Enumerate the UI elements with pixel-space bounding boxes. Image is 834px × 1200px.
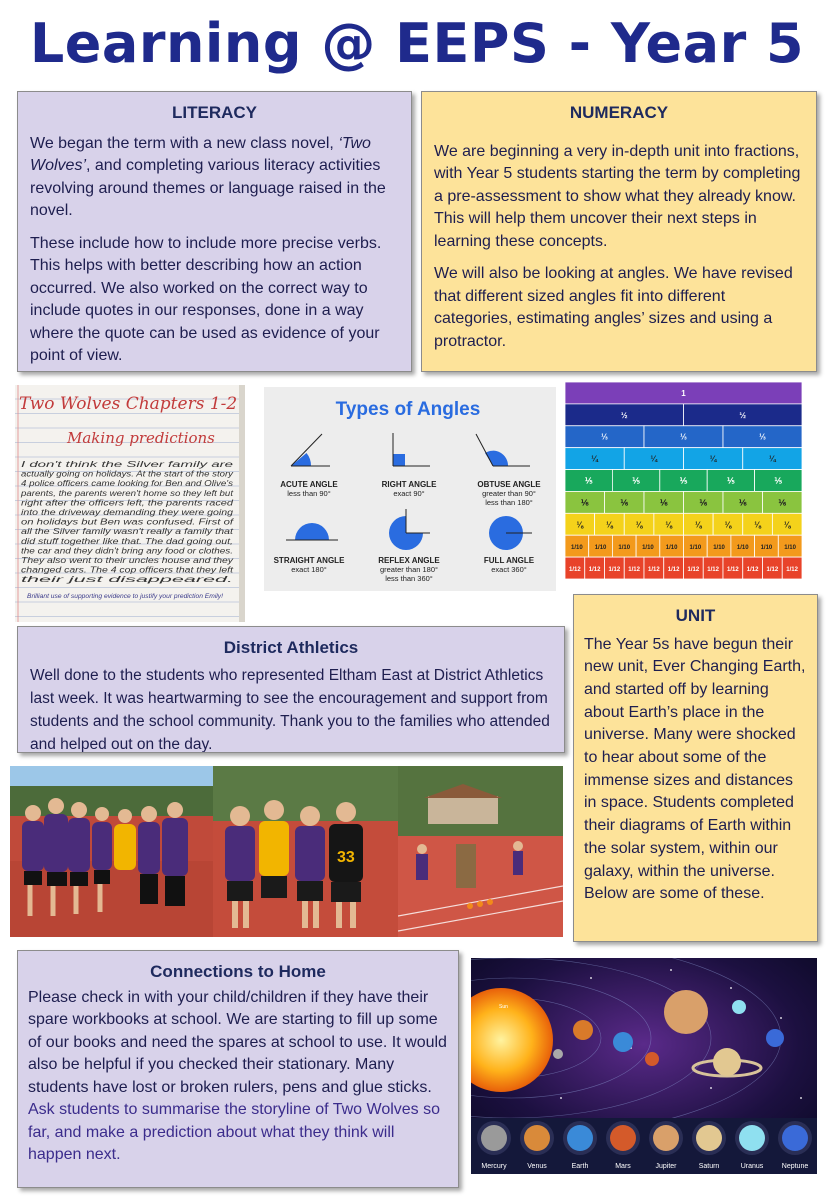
numeracy-box	[421, 91, 817, 372]
athletics-box	[17, 626, 565, 753]
fraction-label: ⅛	[665, 520, 673, 530]
literacy-paragraph-2: These include how to include more precise verbs. This helps with better describing how an action occurred. We also worked on the correct way to include quotes in our responses, done in a way where the quote can be used as evidence of your point of view.	[30, 234, 382, 364]
planet-label: Jupiter	[655, 1163, 677, 1170]
fraction-label: ½	[739, 410, 747, 420]
unit-body: The Year 5s have begun their new unit, Ever Changing Earth, and started off by learning about Earth’s place in the universe. Many were shocked to hear about some of the immense sizes and distances in space. Students completed their diagrams of Earth within the solar system, within our galaxy, within the universe. Below are some of these.	[584, 635, 806, 903]
angle-name: STRAIGHT ANGLE	[273, 556, 345, 565]
acute-angle-icon	[291, 434, 330, 466]
handwriting-line: parents, the parents weren't home so they left but	[19, 488, 234, 498]
fraction-label: ⅙	[659, 498, 668, 508]
literacy-text: , and completing various literacy activities revolving around themes or language raised in the novel.	[30, 157, 386, 219]
fraction-label: 1/12	[727, 567, 739, 574]
athletics-photo-2	[213, 766, 398, 937]
athletics-photo-1	[10, 766, 213, 937]
fraction-label: ⅕	[632, 476, 640, 486]
angle-name: RIGHT ANGLE	[381, 480, 437, 489]
fraction-label: ⅛	[694, 520, 702, 530]
planet-icon	[696, 1125, 722, 1151]
straight-angle-icon	[286, 523, 338, 540]
solar-system-svg	[471, 958, 817, 1174]
numeracy-paragraph-1: We are beginning a very in-depth unit into fractions, with Year 5 students starting the term by completing a pre-assessment to show what they already know. This will help them uncover their next steps in learning these concepts.	[434, 142, 801, 250]
fraction-label: ⅛	[635, 520, 643, 530]
handwriting-line: into the driveway demanding they were going	[21, 508, 234, 517]
angle-desc: exact 90°	[393, 489, 425, 498]
fraction-label: 1	[681, 388, 686, 398]
fraction-label: ⅓	[759, 432, 766, 442]
fraction-label: 1/10	[594, 545, 607, 552]
planet-icon	[567, 1125, 593, 1151]
photo-3-svg	[398, 766, 563, 937]
fraction-label: ⅓	[601, 432, 608, 442]
fraction-label: ⅕	[679, 476, 688, 486]
fraction-wall-svg	[565, 382, 802, 579]
fraction-label: ¼	[709, 454, 717, 464]
fraction-label: 1/12	[786, 567, 798, 574]
handwriting-svg	[15, 385, 245, 622]
angle-desc: less than 180°	[485, 498, 533, 507]
athletics-photo-3	[398, 766, 563, 937]
literacy-paragraph-1	[30, 133, 399, 223]
handwriting-line: did stuff together like that. The dad going out,	[21, 536, 233, 546]
literacy-text: We began the term with a new class novel,	[30, 134, 339, 152]
fraction-label: 1/12	[766, 567, 779, 574]
fraction-label: 1/12	[588, 567, 601, 574]
angles-title: Types of Angles	[335, 399, 481, 420]
fraction-label: ⅕	[584, 476, 593, 486]
planet-label: Mars	[615, 1163, 631, 1170]
fraction-label: ⅙	[778, 498, 787, 508]
fraction-label: 1/12	[648, 567, 660, 574]
angle-name: REFLEX ANGLE	[378, 556, 440, 565]
handwriting-line: actually going on holidays. At the start of the story	[21, 469, 235, 479]
handwriting-line: all the Silver family wasn't really a family that	[21, 527, 235, 537]
fraction-label: 1/10	[713, 545, 725, 552]
planet-label: Saturn	[698, 1163, 720, 1170]
angle-name: FULL ANGLE	[483, 556, 535, 565]
fraction-label: 1/10	[618, 545, 631, 552]
planet-icon	[653, 1125, 679, 1151]
planet-label: Mercury	[481, 1163, 507, 1170]
planet-label: Neptune	[781, 1163, 809, 1170]
fraction-label: ⅕	[727, 476, 735, 486]
fraction-label: ⅙	[699, 498, 708, 508]
page-title: Learning @ EEPS - Year 5	[29, 12, 805, 75]
handwriting-line: on holidays but Ben was confused. First of	[21, 517, 235, 527]
angle-name: ACUTE ANGLE	[280, 480, 338, 489]
photo-1-svg	[10, 766, 213, 937]
reflex-angle-icon	[389, 509, 430, 550]
fraction-label: 1/10	[784, 545, 796, 552]
fraction-label: ⅛	[754, 520, 761, 530]
planet-icon	[739, 1125, 765, 1151]
right-angle-icon	[393, 433, 430, 466]
fraction-label: 1/12	[746, 567, 759, 574]
fraction-label: ⅓	[680, 432, 687, 442]
planet-icon	[610, 1125, 636, 1151]
handwriting-line: their just disappeared.	[21, 575, 233, 585]
fraction-label: 1/12	[707, 567, 719, 574]
handwriting-line: They also went to their uncles house and they	[21, 556, 235, 565]
planet-label: Earth	[571, 1163, 589, 1170]
sun-label: Sun	[499, 1004, 508, 1010]
fraction-label: 1/12	[569, 567, 581, 574]
numeracy-paragraph-2: We will also be looking at angles. We have revised that different sized angles fit into different categories, estimating angles’ sizes and using a protractor.	[434, 265, 793, 350]
obtuse-angle-icon	[476, 434, 530, 466]
angle-desc: exact 180°	[291, 565, 327, 574]
fraction-label: ⅛	[606, 520, 613, 530]
fraction-label: 1/12	[667, 567, 680, 574]
fraction-label: 1/10	[571, 545, 583, 552]
svg-text:33: 33	[337, 849, 355, 866]
home-body: Please check in with your child/children if they have their spare workbooks at school. We are starting to fill up some of our books and need the spares at school to use. It would also be helpful if you checked their stationary. Many students have lost or broken rulers, pens and glue sticks.	[28, 988, 447, 1096]
angles-chart	[264, 387, 556, 591]
fraction-label: ⅙	[738, 498, 747, 508]
fraction-label: ¼	[650, 454, 658, 464]
planet-label: Uranus	[740, 1163, 764, 1170]
handwriting-subheading: Making predictions	[67, 429, 215, 447]
fraction-label: ⅛	[724, 520, 732, 530]
fraction-label: 1/10	[665, 545, 678, 552]
handwriting-lines	[20, 460, 235, 584]
angle-name: OBTUSE ANGLE	[477, 480, 541, 489]
angles-svg	[264, 387, 556, 591]
unit-heading: UNIT	[675, 606, 716, 625]
athletics-body: Well done to the students who represented Eltham East at District Athletics last week. It was heartwarming to see the encouragement and support from students and the school community. Thank you to the families who attended and helped out on the day.	[30, 666, 550, 753]
handwriting-line: the car and they didn't bring any food or clothes.	[21, 546, 234, 556]
angle-desc: greater than 180°	[379, 565, 439, 574]
novel-title: ‘Two Wolves’	[30, 134, 371, 174]
fraction-label: 1/10	[642, 545, 654, 552]
fraction-label: ⅙	[580, 498, 589, 508]
handwriting-photo	[15, 385, 245, 622]
handwriting-heading: Two Wolves Chapters 1-2	[19, 394, 238, 414]
literacy-heading: LITERACY	[172, 103, 257, 122]
handwriting-line: changed cars. The 4 cop officers that they left	[21, 565, 235, 575]
handwriting-line: 4 police officers came looking for Ben and Olive's	[21, 479, 233, 489]
fraction-label: 1/12	[628, 567, 640, 574]
fraction-label: ¼	[591, 454, 598, 464]
home-box	[17, 950, 459, 1188]
fraction-label: ½	[620, 410, 628, 420]
fraction-label: 1/12	[687, 567, 700, 574]
planet-icon	[524, 1125, 550, 1151]
fraction-wall	[565, 382, 802, 579]
planet-icon	[481, 1125, 507, 1151]
home-heading: Connections to Home	[150, 962, 326, 981]
fraction-label: 1/10	[760, 545, 773, 552]
fraction-label: ¼	[769, 454, 776, 464]
fraction-label: ⅛	[576, 520, 584, 530]
solar-system-image	[471, 958, 817, 1174]
planet-label: Venus	[527, 1163, 547, 1170]
literacy-box	[17, 91, 412, 372]
angle-desc: less than 360°	[385, 574, 433, 583]
fraction-label: ⅙	[620, 498, 629, 508]
angle-desc: less than 90°	[287, 489, 331, 498]
handwriting-line: I don't think the Silver family are	[21, 460, 235, 469]
full-angle-icon	[489, 516, 532, 550]
home-body-2: Ask students to summarise the storyline of Two Wolves so far, and make a prediction about what they think will happen next.	[28, 1101, 441, 1163]
fraction-label: 1/10	[689, 545, 702, 552]
handwriting-line: right after the officers left, the parents raced	[21, 498, 234, 508]
planet-icon	[782, 1125, 808, 1151]
athletics-heading: District Athletics	[223, 638, 359, 657]
fraction-label: 1/12	[608, 567, 621, 574]
teacher-comment: Brilliant use of supporting evidence to justify your prediction Emily!	[27, 593, 224, 600]
numeracy-heading: NUMERACY	[569, 103, 669, 122]
unit-box	[573, 594, 818, 942]
angle-desc: exact 360°	[491, 565, 527, 574]
fraction-label: ⅛	[783, 520, 791, 530]
fraction-label: 1/10	[736, 545, 749, 552]
angle-desc: greater than 90°	[482, 489, 536, 498]
photo-2-svg	[213, 766, 398, 937]
fraction-label: ⅕	[774, 476, 783, 486]
